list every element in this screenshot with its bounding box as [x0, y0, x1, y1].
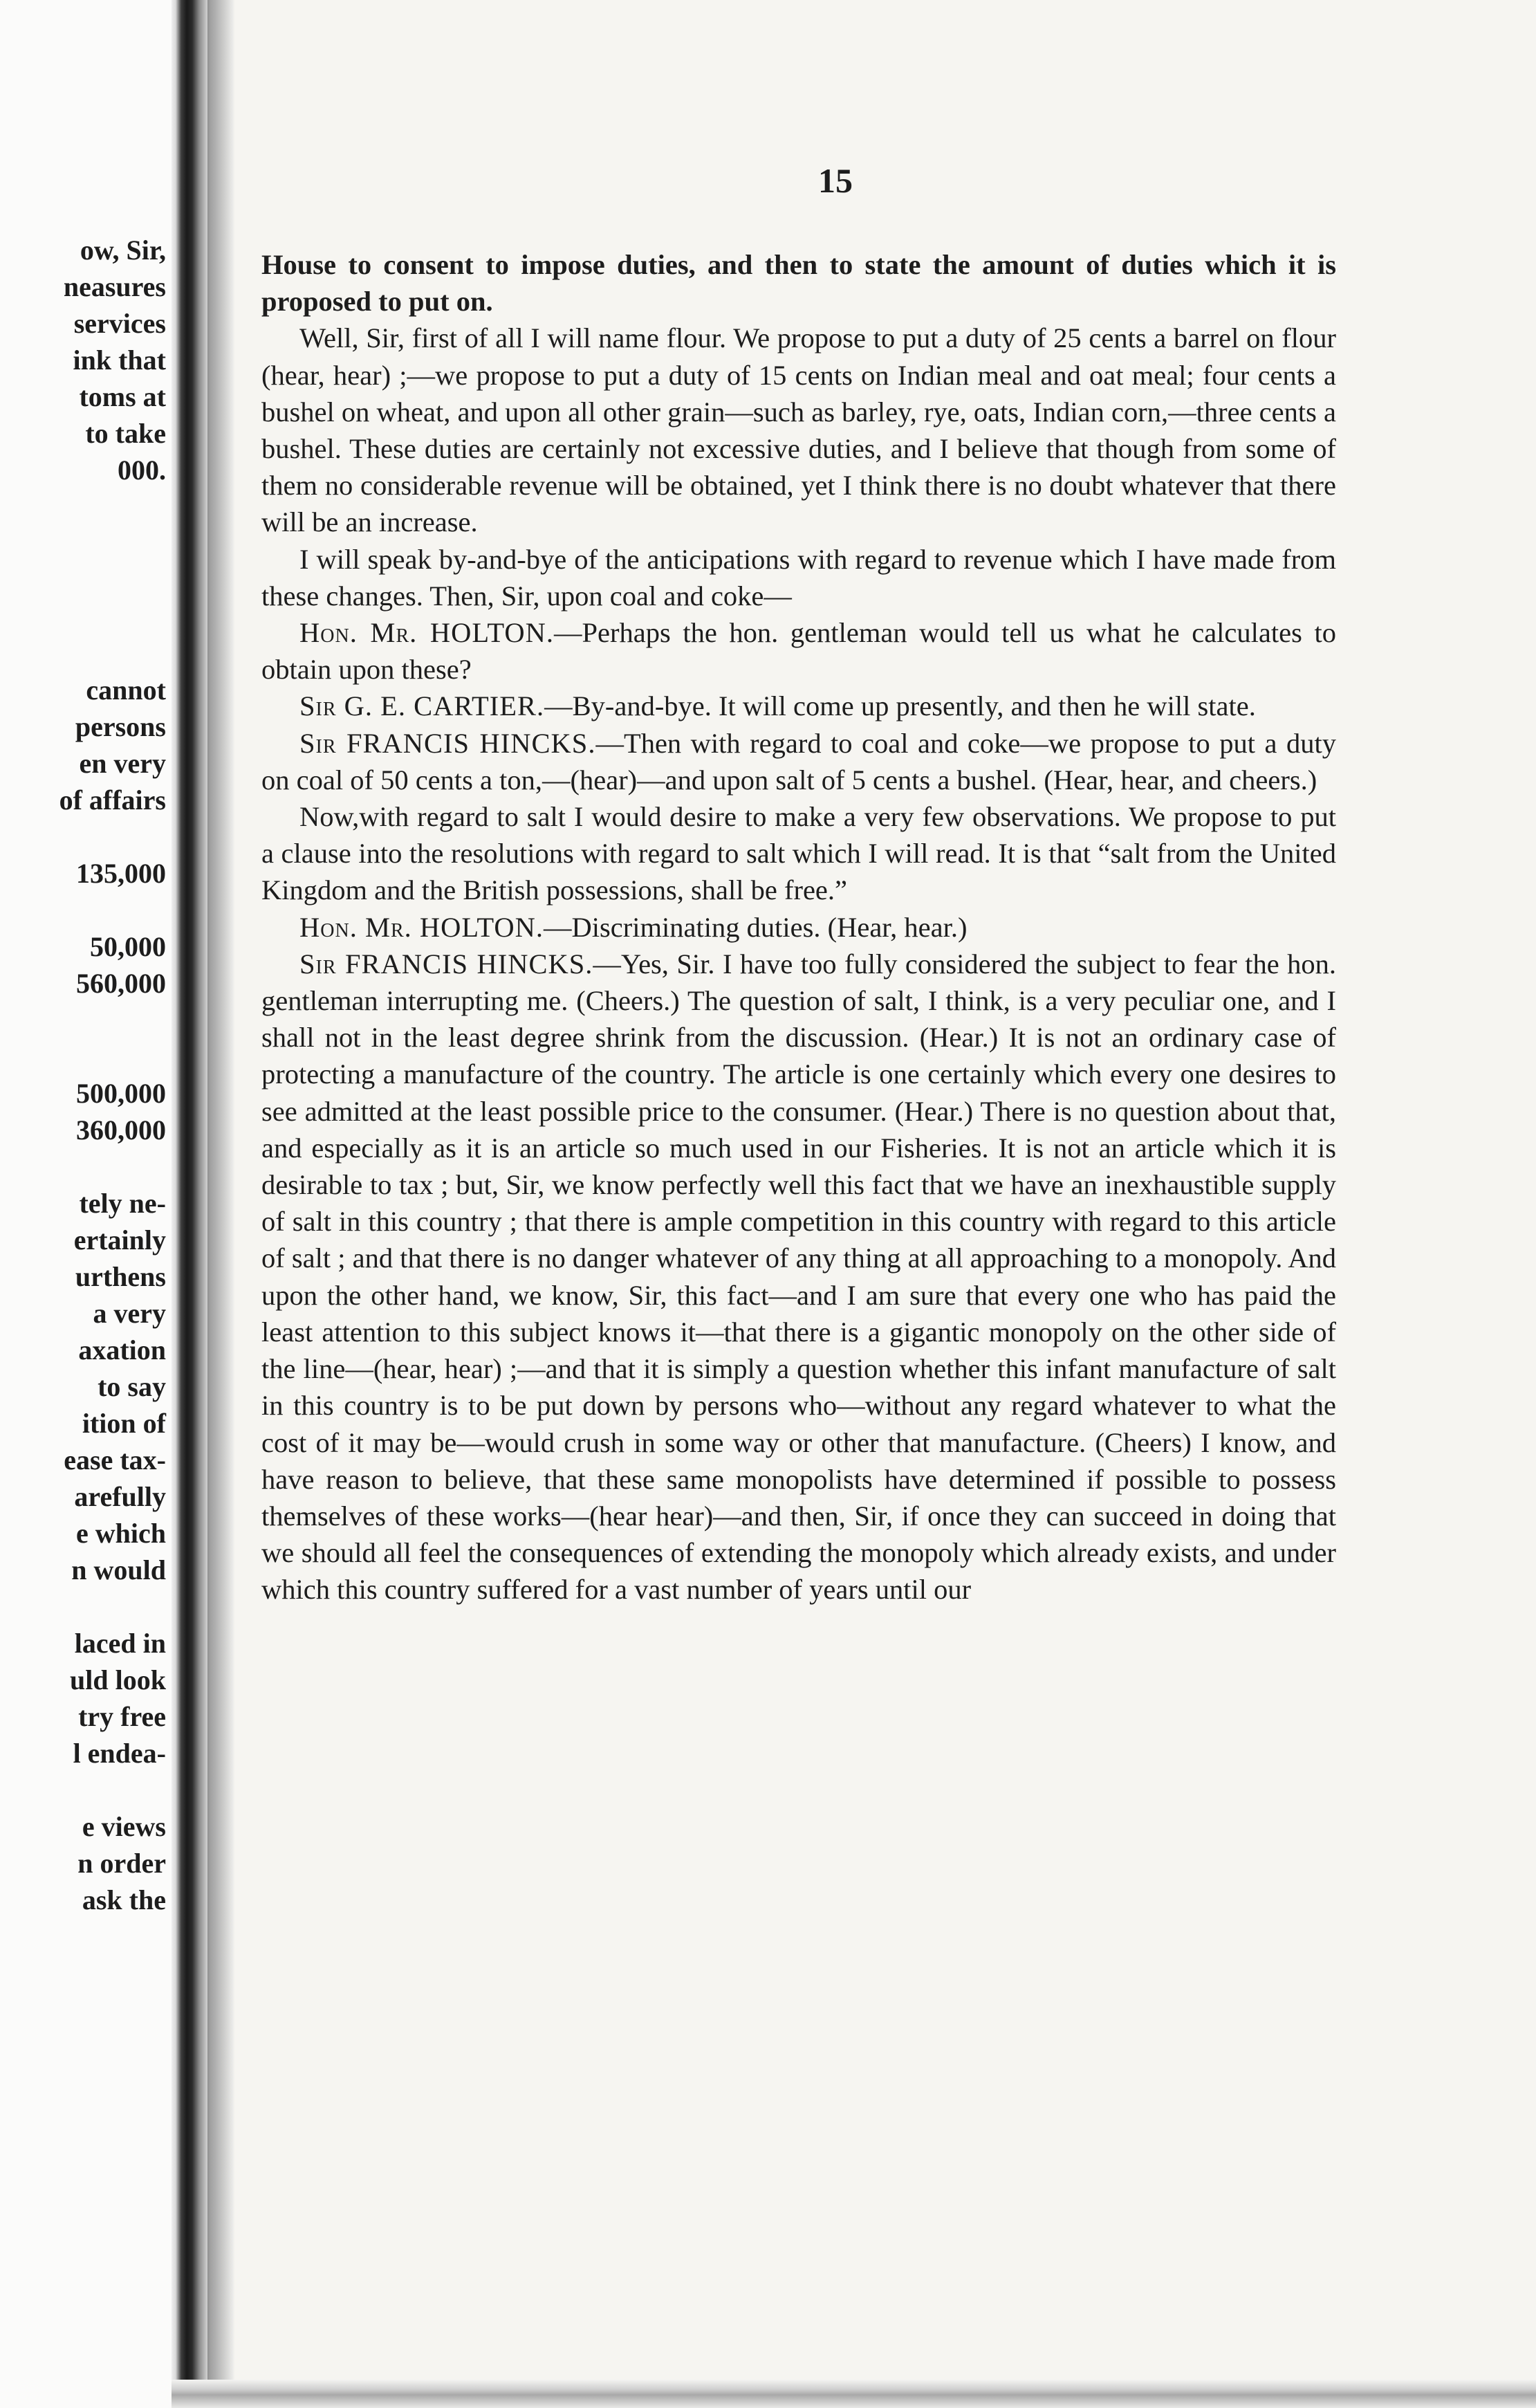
- left-page-line: to say: [98, 1371, 166, 1402]
- left-page-line: try free: [78, 1701, 166, 1732]
- left-page-line: toms at: [79, 381, 166, 412]
- page-number: 15: [818, 161, 853, 200]
- paragraph: [261, 246, 1336, 320]
- left-page-line: [0, 635, 166, 672]
- speaker-name: Sir G. E. CARTIER.: [299, 690, 545, 722]
- left-page-line: 500,000: [76, 1078, 166, 1109]
- left-page-line: uld look: [70, 1664, 166, 1695]
- speaker-name: Hon. Mr. HOLTON.: [299, 911, 544, 943]
- left-page-line: axation: [78, 1334, 166, 1366]
- paragraph: [261, 946, 1336, 1608]
- paragraph-text: I will speak by-and-bye of the anticipations with regard to revenue which I have made from these changes. Then, Sir, upon coal and coke—: [261, 543, 1336, 612]
- speaker-name: Sir FRANCIS HINCKS.: [299, 727, 596, 759]
- main-page: [234, 0, 1536, 2380]
- left-page-line: ertainly: [73, 1224, 166, 1256]
- left-page-line: 50,000: [90, 931, 166, 962]
- paragraph: [261, 614, 1336, 688]
- paragraph: [261, 725, 1336, 798]
- gutter-shadow: [207, 0, 235, 2408]
- left-page-line: of affairs: [59, 784, 166, 816]
- left-page-line: arefully: [74, 1481, 166, 1512]
- left-page-line: e views: [82, 1811, 166, 1842]
- left-page-line: e which: [76, 1518, 166, 1549]
- left-page-line: 560,000: [76, 968, 166, 999]
- paragraph: [261, 688, 1336, 724]
- left-page-line: ition of: [82, 1408, 166, 1439]
- left-page-line: 360,000: [76, 1114, 166, 1146]
- left-page-line: ask the: [82, 1884, 166, 1915]
- left-facing-page: [0, 0, 176, 2408]
- left-page-line: [0, 598, 166, 635]
- paragraph-text: —By-and-bye. It will come up presently, and then he will state.: [544, 690, 1256, 722]
- left-page-line: [0, 818, 166, 855]
- paragraph: [261, 909, 1336, 946]
- paragraph-text: Now,with regard to salt I would desire to make a very few observations. We propose to put a clause into the resolutions with regard to salt which I will read. It is that “salt from the United Kingdom and the British possessions, shall be free.”: [261, 801, 1336, 906]
- paragraph-text: —Then with regard to coal and coke—we propose to put a duty on coal of 50 cents a ton,—(hear)—and upon salt of 5 cents a bushel. (Hear, hear, and cheers.): [261, 727, 1336, 796]
- left-page-line: [0, 488, 166, 525]
- left-page-line: services: [73, 308, 166, 339]
- left-page-line: [0, 562, 166, 598]
- paragraph: [261, 798, 1336, 909]
- paragraph: [261, 320, 1336, 540]
- left-page-line: [0, 1148, 166, 1185]
- paragraph: [261, 541, 1336, 614]
- left-page-line: en very: [79, 748, 166, 779]
- left-page-line: laced in: [74, 1628, 166, 1659]
- speaker-name: Hon. Mr. HOLTON.: [299, 617, 554, 649]
- paragraph-text: —Discriminating duties. (Hear, hear.): [544, 911, 968, 943]
- paragraph-text: House to consent to impose duties, and then to state the amount of duties which it is proposed to put on.: [261, 249, 1336, 318]
- left-page-line: l endea-: [73, 1738, 166, 1769]
- paragraph-text: —Yes, Sir. I have too fully considered the subject to fear the hon. gentleman interrupting me. (Cheers.) The question of salt, I think, is a very peculiar one, and I shall not in the least degree shrink from the discussion. (Hear.) It is not an ordinary case of protecting a manufacture of the country. The article is one certainly which every one desires to see admitted at the least possible price to the consumer. (Hear.) There is no question about that, and especially as it is an article so much used in our Fisheries. It is not an article which it is desirable to tax ; but, Sir, we know perfectly well this fact that we have an inexhaustible supply of salt in this country ; that there is ample competition in this country with regard to this article of salt ; and that there is no danger whatever of any thing at all approaching to a monopoly. And upon the other hand, we know, Sir, this fact—and I am sure that every one who has paid the least attention to this subject knows it—that there is a gigantic monopoly on the other side of the line—(hear, hear) ;—and that it is simply a question whether this infant manufacture of salt in this country is to be put down by persons who—without any regard whatever to what the cost of it may be—would crush in some way or other that manufacture. (Cheers) I know, and have reason to believe, that these same monopolists have determined if possible to possess themselves of these works—(hear hear)—and then, Sir, if once they can succeed in doing that we should all feel the consequences of extending the monopoly which already exists, and under which this country suffered for a vast number of years until our: [261, 948, 1336, 1606]
- left-page-line: ease tax-: [64, 1444, 166, 1476]
- left-page-line: ink that: [73, 344, 166, 376]
- speaker-name: Sir FRANCIS HINCKS.: [299, 948, 593, 980]
- left-page-line: a very: [93, 1298, 166, 1329]
- paragraph-text: —Perhaps the hon. gentleman would tell us what he calculates to obtain upon these?: [261, 617, 1336, 686]
- left-page-line: [0, 1588, 166, 1625]
- body-text: [261, 246, 1336, 1608]
- left-page-line: cannot: [86, 674, 166, 706]
- paragraph-text: Well, Sir, first of all I will name flour. We propose to put a duty of 25 cents a barrel on flour (hear, hear) ;—we propose to put a duty of 15 cents on Indian meal and oat meal; four cents a bushel on wheat, and upon all other grain—such as barley, rye, oats, Indian corn,—three cents a bushel. These duties are certainly not excessive duties, and I believe that though from some of them no considerable revenue will be obtained, yet I think there is no doubt whatever that there will be an increase.: [261, 322, 1336, 538]
- left-page-line: [0, 1038, 166, 1075]
- left-page-line: 000.: [118, 454, 166, 486]
- left-page-line: urthens: [75, 1261, 166, 1292]
- left-page-line: ow, Sir,: [80, 235, 166, 266]
- left-page-line: to take: [85, 418, 166, 449]
- left-page-line: 135,000: [76, 858, 166, 889]
- left-page-text: [0, 232, 166, 1918]
- left-page-line: tely ne-: [79, 1188, 166, 1219]
- left-page-line: neasures: [63, 271, 166, 302]
- left-page-line: [0, 1772, 166, 1808]
- left-page-line: n order: [77, 1848, 166, 1879]
- left-page-line: [0, 525, 166, 562]
- left-page-line: [0, 1002, 166, 1038]
- left-page-line: persons: [75, 711, 166, 742]
- left-page-line: [0, 892, 166, 928]
- left-page-line: n would: [71, 1554, 166, 1586]
- page-bottom-edge: [172, 2380, 1536, 2408]
